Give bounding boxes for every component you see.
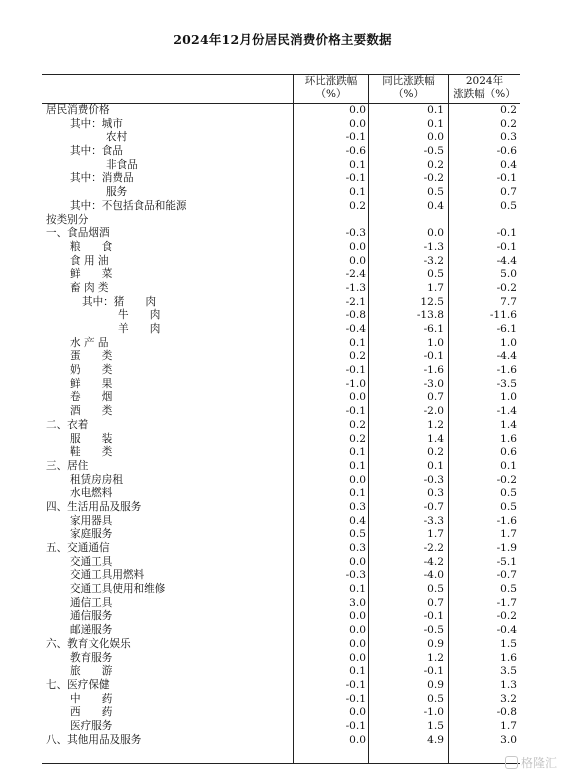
ytd-value: 0.5 <box>500 199 517 212</box>
mom-value: -0.1 <box>345 719 366 732</box>
mom-value: 0.2 <box>349 432 366 445</box>
mom-value: 0.0 <box>349 651 366 664</box>
mom-value: -0.3 <box>345 227 366 240</box>
mom-value: 0.2 <box>349 199 366 212</box>
row-label: 中 药 <box>70 692 113 705</box>
ytd-value: 0.6 <box>500 446 517 459</box>
mom-value: -0.1 <box>345 364 366 377</box>
yoy-value: 0.1 <box>427 104 444 116</box>
ytd-value: 1.0 <box>500 336 517 349</box>
table-row <box>0 624 565 638</box>
yoy-value: 0.0 <box>427 227 444 240</box>
ytd-value: -6.1 <box>496 323 517 335</box>
table-row <box>0 159 565 173</box>
row-label: 家庭服务 <box>70 528 113 541</box>
table-row <box>0 474 565 488</box>
row-label: 服 装 <box>70 432 113 445</box>
mom-value: 0.1 <box>349 583 366 596</box>
table-row <box>0 296 565 310</box>
yoy-value: -0.3 <box>423 473 444 486</box>
table-row <box>0 487 565 501</box>
yoy-value: -3.3 <box>423 514 444 527</box>
table-row <box>0 323 565 337</box>
mom-value: -0.1 <box>345 131 366 144</box>
table-row <box>0 337 565 351</box>
row-label: 其中：食品 <box>70 145 123 158</box>
yoy-value: 0.0 <box>427 131 444 144</box>
mom-value: 0.0 <box>349 254 366 267</box>
yoy-value: -3.0 <box>423 377 444 390</box>
table-row <box>0 186 565 200</box>
row-label: 按类别分 <box>46 213 89 226</box>
yoy-value: -0.5 <box>423 145 444 158</box>
yoy-value: 0.7 <box>427 596 444 609</box>
table-row <box>0 405 565 419</box>
ytd-value: 1.3 <box>500 678 517 691</box>
row-label: 畜 肉 类 <box>70 281 109 294</box>
yoy-value: 1.7 <box>427 281 444 294</box>
ytd-value: -0.2 <box>496 281 517 294</box>
ytd-value: 0.3 <box>500 131 517 144</box>
column-header-yoy <box>368 75 448 103</box>
ytd-value: -0.6 <box>496 145 517 158</box>
yoy-value: 0.2 <box>427 158 444 171</box>
mom-value: -0.1 <box>345 405 366 418</box>
mom-value: 0.1 <box>349 665 366 678</box>
row-label: 蛋 类 <box>70 350 113 363</box>
table-row <box>0 460 565 474</box>
yoy-value: -2.2 <box>423 542 444 554</box>
row-label: 鞋 类 <box>70 446 113 459</box>
mom-value: 0.3 <box>349 542 366 554</box>
ytd-value: 3.5 <box>500 665 517 678</box>
row-label: 水电燃料 <box>70 487 113 500</box>
row-label: 羊 肉 <box>118 323 161 335</box>
mom-value: -2.1 <box>345 295 366 308</box>
yoy-value: 0.2 <box>427 446 444 459</box>
yoy-value: 0.5 <box>427 268 444 281</box>
yoy-value: 0.9 <box>427 678 444 691</box>
table-row <box>0 610 565 624</box>
row-label: 牛 肉 <box>118 309 161 322</box>
ytd-value: 3.0 <box>500 733 517 746</box>
ytd-value: -5.1 <box>496 555 517 568</box>
ytd-value: 1.0 <box>500 391 517 404</box>
yoy-value: -3.2 <box>423 254 444 267</box>
yoy-value: 0.5 <box>427 692 444 705</box>
table-row <box>0 501 565 515</box>
table-bottom-rule <box>42 763 520 764</box>
mom-value: 0.0 <box>349 391 366 404</box>
mom-value: 0.0 <box>349 555 366 568</box>
yoy-value: 1.7 <box>427 528 444 541</box>
table-row <box>0 200 565 214</box>
mom-value: -1.0 <box>345 377 366 390</box>
ytd-value: -1.6 <box>496 514 517 527</box>
row-label: 邮递服务 <box>70 624 113 637</box>
mom-value: -1.3 <box>345 281 366 294</box>
mom-value: 0.0 <box>349 117 366 130</box>
table-row <box>0 597 565 611</box>
mom-value: -0.6 <box>345 145 366 158</box>
watermark-logo-icon <box>505 756 518 769</box>
table-row <box>0 131 565 145</box>
row-label: 鲜 菜 <box>70 268 113 281</box>
ytd-value: -0.4 <box>496 624 517 637</box>
mom-value: 0.1 <box>349 446 366 459</box>
ytd-value: -0.7 <box>496 569 517 582</box>
mom-value: 0.3 <box>349 500 366 513</box>
yoy-value: -4.2 <box>423 555 444 568</box>
ytd-value: -0.1 <box>496 240 517 253</box>
ytd-value: 0.5 <box>500 500 517 513</box>
row-label: 租赁房房租 <box>70 473 123 486</box>
table-row <box>0 679 565 693</box>
column-header-yoy-line2: （%） <box>393 87 424 100</box>
table-row <box>0 350 565 364</box>
table-row <box>0 364 565 378</box>
row-label: 三、居住 <box>46 459 89 472</box>
table-row <box>0 241 565 255</box>
mom-value: 0.2 <box>349 350 366 363</box>
table-row <box>0 378 565 392</box>
column-header-ytd-line2: 涨跌幅（%） <box>453 87 516 100</box>
ytd-value: 0.5 <box>500 487 517 500</box>
ytd-value: -11.6 <box>489 309 517 322</box>
row-label: 医疗服务 <box>70 719 113 732</box>
yoy-value: 0.5 <box>427 186 444 199</box>
ytd-value: -3.5 <box>496 377 517 390</box>
table-row <box>0 282 565 296</box>
row-label: 服务 <box>106 186 128 199</box>
ytd-value: -0.1 <box>496 227 517 240</box>
row-label: 四、生活用品及服务 <box>46 500 142 513</box>
table-row <box>0 665 565 679</box>
yoy-value: -0.1 <box>423 610 444 623</box>
mom-value: 0.1 <box>349 158 366 171</box>
yoy-value: -4.0 <box>423 569 444 582</box>
table-row <box>0 638 565 652</box>
yoy-value: 0.5 <box>427 583 444 596</box>
ytd-value: 0.4 <box>500 158 517 171</box>
column-header-ytd <box>448 75 520 103</box>
yoy-value: -0.7 <box>423 500 444 513</box>
table-row <box>0 693 565 707</box>
mom-value: 0.1 <box>349 459 366 472</box>
table-row <box>0 542 565 556</box>
yoy-value: -0.1 <box>423 665 444 678</box>
column-header-ytd-line1: 2024年 <box>465 75 504 87</box>
row-label: 通信服务 <box>70 610 113 623</box>
table-row <box>0 706 565 720</box>
document-title: 2024年12月份居民消费价格主要数据 <box>173 32 392 47</box>
table-row <box>0 652 565 666</box>
column-header-yoy-line1: 同比涨跌幅 <box>382 75 435 87</box>
mom-value: 0.0 <box>349 706 366 719</box>
ytd-value: 5.0 <box>500 268 517 281</box>
watermark-text: 格隆汇 <box>520 756 557 770</box>
mom-value: 0.2 <box>349 418 366 431</box>
row-label: 交通工具 <box>70 555 113 568</box>
ytd-value: -0.2 <box>496 610 517 623</box>
row-label: 六、教育文化娱乐 <box>46 637 131 650</box>
ytd-value: 1.6 <box>500 432 517 445</box>
row-label: 五、交通通信 <box>46 542 110 554</box>
ytd-value: -4.4 <box>496 350 517 363</box>
yoy-value: -1.3 <box>423 240 444 253</box>
ytd-value: -0.2 <box>496 473 517 486</box>
yoy-value: -2.0 <box>423 405 444 418</box>
yoy-value: 0.3 <box>427 487 444 500</box>
ytd-value: 0.5 <box>500 583 517 596</box>
row-label: 其中：猪 肉 <box>82 295 157 308</box>
ytd-value: -1.6 <box>496 364 517 377</box>
yoy-value: 1.0 <box>427 336 444 349</box>
table-row <box>0 720 565 734</box>
yoy-value: 4.9 <box>427 733 444 746</box>
row-label: 七、医疗保健 <box>46 678 110 691</box>
ytd-value: 1.7 <box>500 528 517 541</box>
table-row <box>0 734 565 748</box>
table-row <box>0 419 565 433</box>
yoy-value: 0.7 <box>427 391 444 404</box>
yoy-value: -0.1 <box>423 350 444 363</box>
mom-value: 3.0 <box>349 596 366 609</box>
yoy-value: 1.4 <box>427 432 444 445</box>
yoy-value: -6.1 <box>423 323 444 335</box>
yoy-value: -1.0 <box>423 706 444 719</box>
table-row <box>0 515 565 529</box>
mom-value: -0.3 <box>345 569 366 582</box>
row-label: 其中：城市 <box>70 117 123 130</box>
ytd-value: 1.5 <box>500 637 517 650</box>
table-row <box>0 268 565 282</box>
table-row <box>0 255 565 269</box>
table-row <box>0 569 565 583</box>
ytd-value: -0.1 <box>496 172 517 185</box>
ytd-value: -4.4 <box>496 254 517 267</box>
cpi-table-body <box>0 104 565 747</box>
row-label: 交通工具使用和维修 <box>70 583 166 596</box>
row-label: 粮 食 <box>70 240 113 253</box>
ytd-value: -1.7 <box>496 596 517 609</box>
row-label: 食 用 油 <box>70 254 109 267</box>
row-label: 交通工具用燃料 <box>70 569 145 582</box>
table-row <box>0 528 565 542</box>
yoy-value: 12.5 <box>420 295 444 308</box>
row-label: 家用器具 <box>70 514 113 527</box>
ytd-value: 1.7 <box>500 719 517 732</box>
table-row <box>0 433 565 447</box>
mom-value: -0.1 <box>345 678 366 691</box>
row-label: 居民消费价格 <box>46 104 110 116</box>
mom-value: 0.0 <box>349 733 366 746</box>
row-label: 农村 <box>106 131 128 144</box>
row-label: 一、食品烟酒 <box>46 227 110 240</box>
yoy-value: -1.6 <box>423 364 444 377</box>
yoy-value: 0.1 <box>427 117 444 130</box>
row-label: 西 药 <box>70 706 113 719</box>
mom-value: 0.1 <box>349 336 366 349</box>
ytd-value: 0.1 <box>500 459 517 472</box>
yoy-value: 0.1 <box>427 459 444 472</box>
row-label: 酒 类 <box>70 405 113 418</box>
ytd-value: 0.2 <box>500 117 517 130</box>
mom-value: 0.0 <box>349 473 366 486</box>
mom-value: -0.1 <box>345 172 366 185</box>
yoy-value: -0.5 <box>423 624 444 637</box>
table-row <box>0 309 565 323</box>
row-label: 通信工具 <box>70 596 113 609</box>
yoy-value: -0.2 <box>423 172 444 185</box>
yoy-value: -13.8 <box>416 309 444 322</box>
yoy-value: 1.2 <box>427 418 444 431</box>
mom-value: 0.1 <box>349 487 366 500</box>
mom-value: 0.0 <box>349 240 366 253</box>
table-row <box>0 556 565 570</box>
table-row <box>0 446 565 460</box>
ytd-value: 1.6 <box>500 651 517 664</box>
table-row <box>0 118 565 132</box>
table-row <box>0 214 565 228</box>
ytd-value: -1.9 <box>496 542 517 554</box>
table-row <box>0 145 565 159</box>
ytd-value: 1.4 <box>500 418 517 431</box>
mom-value: 0.0 <box>349 624 366 637</box>
row-label: 鲜 果 <box>70 377 113 390</box>
row-label: 其中：不包括食品和能源 <box>70 199 187 212</box>
table-row <box>0 583 565 597</box>
mom-value: 0.0 <box>349 610 366 623</box>
watermark <box>505 754 557 771</box>
row-label: 八、其他用品及服务 <box>46 733 142 746</box>
ytd-value: -1.4 <box>496 405 517 418</box>
row-label: 旅 游 <box>70 665 113 678</box>
mom-value: -0.1 <box>345 692 366 705</box>
table-row <box>0 391 565 405</box>
ytd-value: 7.7 <box>500 295 517 308</box>
mom-value: -2.4 <box>345 268 366 281</box>
mom-value: 0.0 <box>349 637 366 650</box>
row-label: 卷 烟 <box>70 391 113 404</box>
mom-value: 0.4 <box>349 514 366 527</box>
mom-value: 0.1 <box>349 186 366 199</box>
ytd-value: -0.8 <box>496 706 517 719</box>
mom-value: -0.4 <box>345 323 366 335</box>
yoy-value: 0.4 <box>427 199 444 212</box>
row-label: 奶 类 <box>70 364 113 377</box>
column-header-mom <box>293 75 368 103</box>
yoy-value: 1.2 <box>427 651 444 664</box>
mom-value: -0.8 <box>345 309 366 322</box>
table-row <box>0 227 565 241</box>
row-label: 水 产 品 <box>70 336 109 349</box>
column-header-mom-line2: （%） <box>315 87 347 100</box>
ytd-value: 0.7 <box>500 186 517 199</box>
row-label: 非食品 <box>106 158 138 171</box>
mom-value: 0.5 <box>349 528 366 541</box>
row-label: 教育服务 <box>70 651 113 664</box>
ytd-value: 3.2 <box>500 692 517 705</box>
mom-value: 0.0 <box>349 104 366 116</box>
yoy-value: 1.5 <box>427 719 444 732</box>
column-header-mom-line1: 环比涨跌幅 <box>304 75 358 87</box>
ytd-value: 0.2 <box>500 104 517 116</box>
row-label: 二、衣着 <box>46 418 89 431</box>
row-label: 其中：消费品 <box>70 172 134 185</box>
yoy-value: 0.9 <box>427 637 444 650</box>
table-row <box>0 172 565 186</box>
table-row <box>0 104 565 118</box>
